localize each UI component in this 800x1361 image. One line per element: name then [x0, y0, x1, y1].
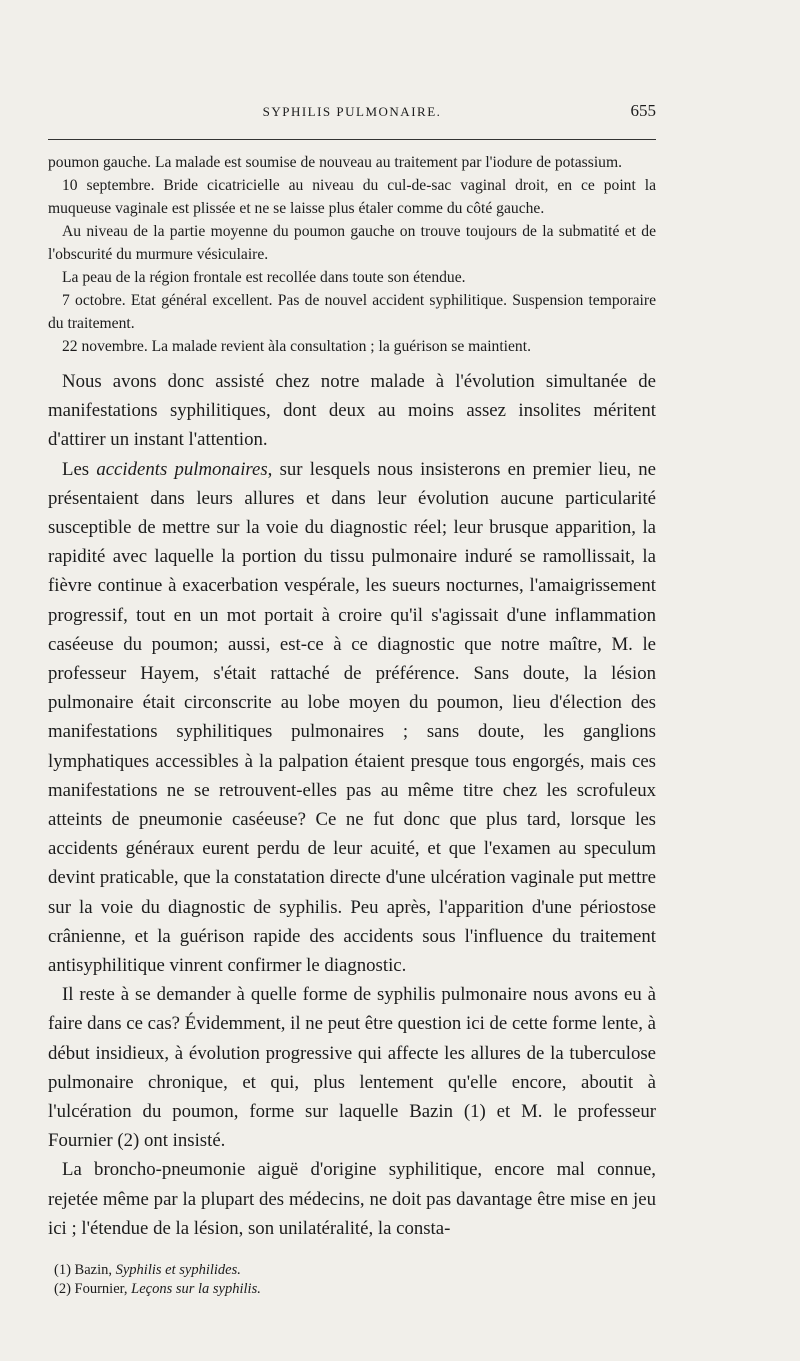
page-body — [48, 151, 656, 1299]
case-note: Au niveau de la partie moyenne du poumon gauche on trouve toujours de la submatité et de l'obscurité du murmure vésiculaire. — [48, 223, 656, 263]
paragraph: La broncho-pneumonie aiguë d'origine syphilitique, encore mal connue, rejetée même par la plupart des médecins, ne doit pas davantage être mise en jeu ici ; l'étendue de la lésion, son unilatéralité, la consta- — [48, 1159, 656, 1239]
footnote-title: Syphilis et syphilides. — [115, 1262, 241, 1279]
case-note: 22 novembre. La malade revient àla consultation ; la guérison se maintient. — [62, 338, 531, 355]
paragraph: Nous avons donc assisté chez notre malade à l'évolution simultanée de manifestations syphilitiques, dont deux au moins assez insolites méritent d'attirer un instant l'attention. — [48, 371, 656, 451]
footnotes — [48, 1261, 656, 1299]
case-notes — [48, 151, 656, 358]
footnote-ref: (2) Fournier, — [54, 1281, 132, 1298]
paragraph — [48, 455, 656, 981]
paragraph: Il reste à se demander à quelle forme de syphilis pulmonaire nous avons eu à faire dans ce cas? Évidemment, il ne peut être question ici de cette forme lente, à début insidieux, à évolution progressive qui affecte les allures de la tuberculose pulmonaire chronique, et qui, plus lentement qu'elle encore, aboutit à l'ulcération du poumon, forme sur laquelle Bazin (1) et M. le professeur Fournier (2) ont insisté. — [48, 984, 656, 1152]
footnote-title: Leçons sur la syphilis. — [131, 1281, 261, 1298]
footnote-ref: (1) Bazin, — [54, 1262, 116, 1279]
italic-term: accidents pulmonaires — [96, 458, 268, 480]
page-number: 655 — [630, 101, 656, 120]
running-title: SYPHILIS PULMONAIRE. — [262, 104, 442, 119]
case-note: La peau de la région frontale est recollée dans toute son étendue. — [62, 269, 466, 286]
footnote — [48, 1280, 656, 1299]
case-note: poumon gauche. La malade est soumise de nouveau au traitement par l'iodure de potassium. — [48, 154, 622, 171]
header-rule — [48, 139, 656, 140]
footnote — [48, 1261, 656, 1280]
paragraph-lead: Les — [62, 458, 97, 480]
main-text — [48, 367, 656, 1243]
page-header — [48, 101, 656, 128]
case-note: 10 septembre. Bride cicatricielle au niveau du cul-de-sac vaginal droit, en ce point la muqueuse vaginale est plissée et ne se laisse plus étaler comme du côté gauche. — [48, 177, 656, 217]
case-note: 7 octobre. Etat général excellent. Pas de nouvel accident syphilitique. Suspension temporaire du traitement. — [48, 292, 656, 332]
paragraph-rest: , sur lesquels nous insisterons en premier lieu, ne présentaient dans leurs allures et dans leur évolution aucune particularité susceptible de mettre sur la voie du diagnostic réel; leur brusque apparition, la rapidité avec laquelle la portion du tissu pulmonaire induré se ramollissait, la fièvre continue à exacerbation vespérale, les sueurs nocturnes, l'amaigrissement progressif, tout en un mot portait à croire qu'il s'agissait d'une inflammation caséeuse du poumon; aussi, est-ce à ce diagnostic que notre maître, M. le professeur Hayem, s'était rattaché de préférence. Sans doute, la lésion pulmonaire était circonscrite au lobe moyen du poumon, lieu d'élection des manifestations syphilitiques pulmonaires ; sans doute, les ganglions lymphatiques accessibles à la palpation étaient presque tous engorgés, mais ces manifestations ne se retrouvent-elles pas au même titre chez les scrofuleux atteints de pneumonie caséeuse? Ce ne fut donc que plus tard, lorsque les accidents généraux eurent perdu de leur acuité, et que l'examen au speculum devint praticable, que la constatation directe d'une ulcération vaginale put mettre sur la voie du diagnostic de syphilis. Peu après, l'apparition d'une périostose crânienne, et la guérison rapide des accidents sous l'influence du traitement antisyphilitique vinrent confirmer le diagnostic. — [48, 458, 656, 977]
